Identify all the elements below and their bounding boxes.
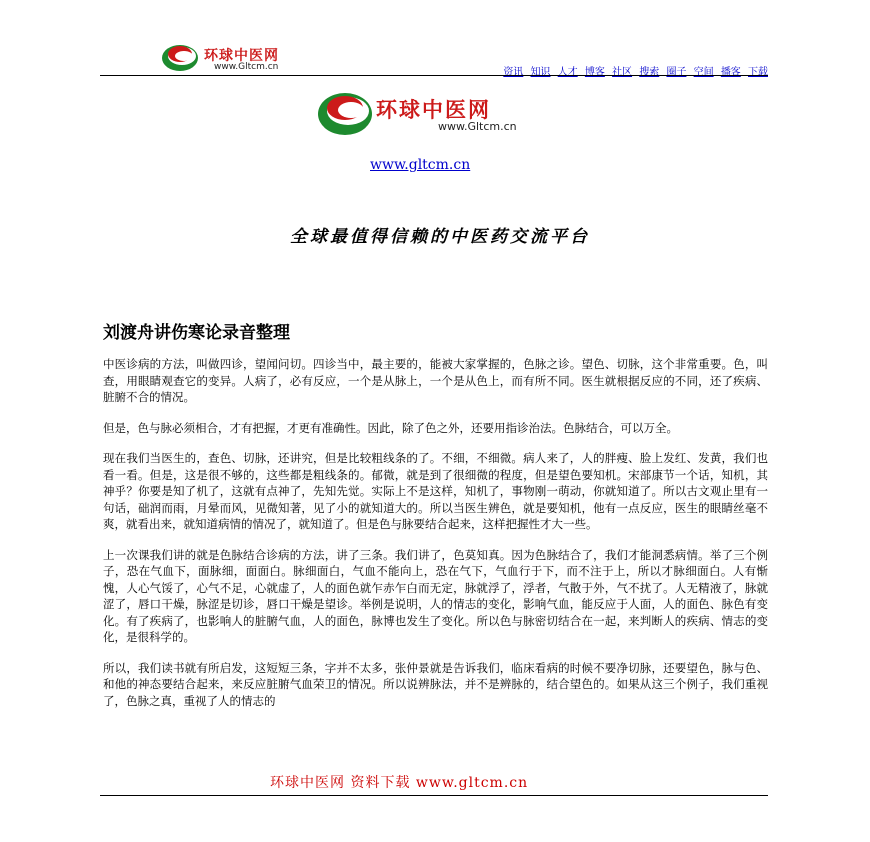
nav-link-search[interactable]: 搜索 [639, 67, 660, 78]
nav-link-download[interactable]: 下载 [748, 67, 768, 78]
page-footer: 环球中医网 资料下载 www.gltcm.cn [270, 775, 529, 791]
nav-link-community[interactable]: 社区 [612, 67, 633, 78]
paragraph: 所以，我们读书就有所启发，这短短三条，字并不太多，张仲景就是告诉我们，临床看病的时候不要净切脉，还要望色，脉与色、和他的神态要结合起来，来反应脏腑气血荣卫的情况。所以说辨脉法，并不是辨脉的，结合望色的。如果从这三个例子，我们重视了，色脉之真，重视了人的情志的 [103, 660, 768, 708]
logo-name: 环球中医网 [376, 98, 491, 122]
document-body [103, 356, 768, 723]
nav-link-talent[interactable]: 人才 [557, 67, 578, 78]
paragraph: 现在我们当医生的，查色、切脉，还讲究，但是比较粗线条的了。不细，不细微。病人来了，人的胖瘦、脸上发红、发黄，我们也看一看。但是，这是很不够的，这些都是粗线条的。郁微，就是到了很细微的程度，但是望色要知机。宋部康节一个话，知机，其神乎？你要是知了机了，这就有点神了，先知先觉。实际上不是这样，知机了，事物刚一萌动，你就知道了。所以古文观止里有一句话，础润而雨，月晕而风，见微知著，见了小的就知道大的。所以当医生辨色，就是要知机，他有一点反应，医生的眼睛丝毫不爽，就看出来，就知道病情的情况了，就知道了。但是色与脉要结合起来，这样把握性才大一些。 [103, 451, 768, 531]
logo-swirl-icon [316, 88, 374, 138]
logo-url: www.Gltcm.cn [214, 62, 279, 72]
logo-url: www.Gltcm.cn [438, 120, 517, 133]
paragraph: 中医诊病的方法，叫做四诊，望闻问切。四诊当中，最主要的，能被大家掌握的，色脉之诊。望色、切脉，这个非常重要。色，叫查，用眼睛观查它的变异。人病了，必有反应，一个是从脉上，一个是从色上，而有所不同。医生就根据反应的不同，还了疾病、脏腑不合的情况。 [103, 357, 768, 404]
logo-swirl-icon [160, 42, 200, 74]
paragraph: 上一次课我们讲的就是色脉结合诊病的方法，讲了三条。我们讲了，色莫知真。因为色脉结合了，我们才能洞悉病情。举了三个例子，恐在气血下，面脉细，面面白。脉细面白，气血不能向上，恐在气下，气血行于下，而不注于上，所以才脉细面白。人有惭愧，人心气馁了，心气不足，心就虚了，人的面色就乍赤乍白而无定，脉就浮了，浮者，气散于外，气不扰了。人无精液了，脉就涩了，唇口干燥，脉涩是切诊，唇口干燥是望诊。举例是说明，人的情志的变化，影响气血，能反应于人面，人的面色、脉色有变化。有了疾病了，也影响人的脏腑气血，人的面色，脉博也发生了变化。所以色与脉密切结合在一起，来判断人的疾病、情志的变化，是很科学的。 [103, 547, 768, 644]
document-title: 刘渡舟讲伤寒论录音整理 [103, 323, 290, 343]
nav-link-space[interactable]: 空间 [693, 67, 714, 78]
nav-link-podcast[interactable]: 播客 [720, 67, 741, 78]
slogan: 全球最值得信赖的中医药交流平台 [290, 227, 590, 247]
paragraph: 但是，色与脉必须相合，才有把握，才更有准确性。因此，除了色之外，还要用指诊治法。色脉结合，可以万全。 [103, 420, 678, 435]
site-url-link[interactable]: www.gltcm.cn [370, 157, 471, 173]
header-divider [100, 75, 768, 76]
nav-link-news[interactable]: 资讯 [503, 67, 524, 78]
nav-link-knowledge[interactable]: 知识 [530, 67, 551, 78]
nav-link-blog[interactable]: 博客 [584, 67, 605, 78]
footer-divider [100, 795, 768, 796]
site-logo-large [316, 88, 556, 138]
page-header [100, 38, 768, 78]
logo-name: 环球中医网 [204, 48, 279, 64]
nav-link-circle[interactable]: 圈子 [666, 67, 687, 78]
site-logo-small[interactable] [160, 42, 320, 74]
